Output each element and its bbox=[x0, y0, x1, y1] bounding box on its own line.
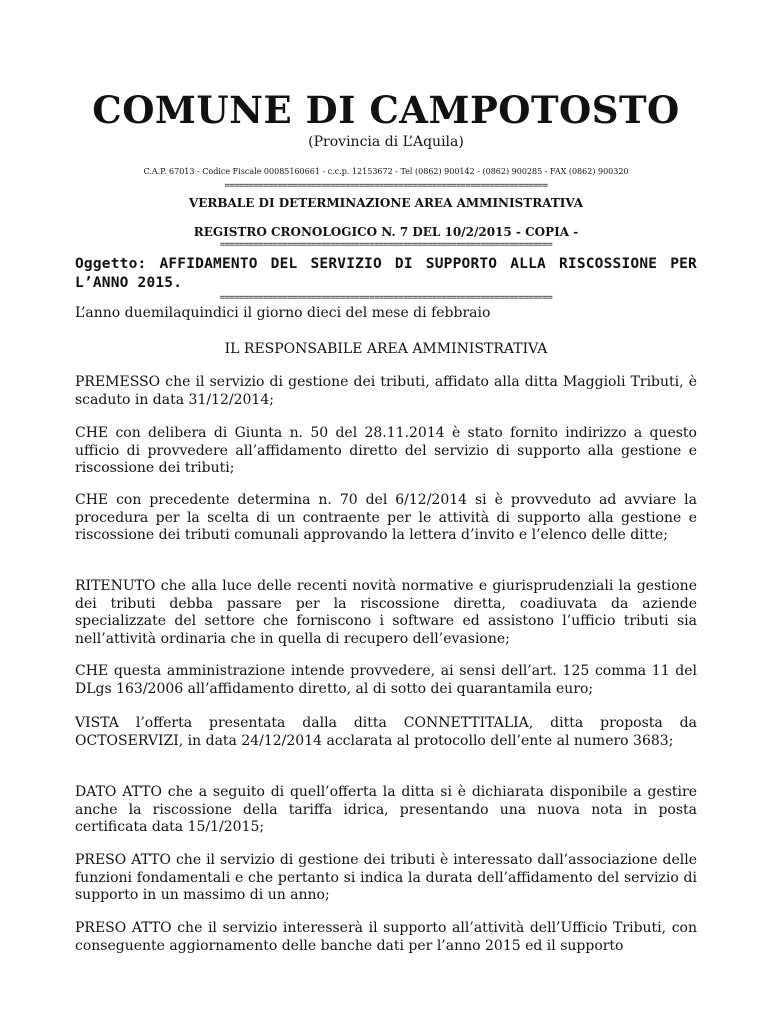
responsabile-heading: IL RESPONSABILE AREA AMMINISTRATIVA bbox=[224, 341, 548, 357]
municipality-title: COMUNE DI CAMPOTOSTO bbox=[92, 88, 680, 132]
paragraph-determina: CHE con precedente determina n. 70 del 6/12/2014 si è provveduto ad avviare la procedura per la scelta di un contraente per le attività di supporto alla gestione e riscossione dei tributi comunali approvando la lettera d’invito e l’elenco delle ditte; bbox=[75, 492, 697, 543]
paragraph-delibera: CHE con delibera di Giunta n. 50 del 28.11.2014 è stato fornito indirizzo a questo ufficio di provvedere all’affidamento diretto del servizio di supporto alla gestione e riscossione dei tributi; bbox=[75, 425, 697, 476]
paragraph-premesso: PREMESSO che il servizio di gestione dei tributi, affidato alla ditta Maggioli Tributi, è scaduto in data 31/12/2014; bbox=[75, 374, 697, 408]
verbale-title: VERBALE DI DETERMINAZIONE AREA AMMINISTRATIVA bbox=[188, 196, 584, 210]
paragraph-preso-atto-1: PRESO ATTO che il servizio di gestione dei tributi è interessato dall’associazione delle funzioni fondamentali e che pertanto si indica la durata dell’affidamento del servizio di supporto in un massimo di un anno; bbox=[75, 852, 697, 903]
paragraph-ritenuto: RITENUTO che alla luce delle recenti novità normative e giurisprudenziali la gestione dei tributi debba passare per la riscossione diretta, coadiuvata da aziende specializzate del settore che forniscono i software ed assistono l’ufficio tributi sia nell’attività ordinaria che in quella di recupero dell’evasione; bbox=[75, 578, 697, 647]
separator-top: ===================================================================== bbox=[219, 240, 553, 250]
paragraph-vista: VISTA l’offerta presentata dalla ditta CONNETTITALIA, ditta proposta da OCTOSERVIZI, in data 24/12/2014 acclarata al protocollo dell’ente al numero 3683; bbox=[75, 715, 697, 749]
subject-line: Oggetto: AFFIDAMENTO DEL SERVIZIO DI SUPPORTO ALLA RISCOSSIONE PER L’ANNO 2015. bbox=[75, 256, 697, 291]
paragraph-dato-atto: DATO ATTO che a seguito di quell’offerta la ditta si è dichiarata disponibile a gestire anche la riscossione della tariffa idrica, presentando una nuova nota in posta certificata data 15/1/2015; bbox=[75, 784, 697, 835]
contact-info: C.A.P. 67013 - Codice Fiscale 00085160661 - c.c.p. 12153672 - Tel (0862) 900142 - (0862) 900285 - FAX (0862) 900320 bbox=[143, 167, 629, 176]
paragraph-preso-atto-2: PRESO ATTO che il servizio interesserà il supporto all’attività dell’Ufficio Tributi, con conseguente aggiornamento delle banche dati per l’anno 2015 ed il supporto bbox=[75, 920, 697, 954]
date-line: L’anno duemilaquindici il giorno dieci del mese di febbraio bbox=[75, 305, 491, 321]
header-rule: =================================================================== bbox=[224, 181, 548, 191]
paragraph-amministrazione: CHE questa amministrazione intende provvedere, ai sensi dell’art. 125 comma 11 del DLgs 163/2006 all’affidamento diretto, al di sotto dei quarantamila euro; bbox=[75, 663, 697, 697]
separator-bottom: ===================================================================== bbox=[219, 293, 553, 303]
province-subtitle: (Provincia di L’Aquila) bbox=[308, 134, 464, 150]
registro-line: REGISTRO CRONOLOGICO N. 7 DEL 10/2/2015 - COPIA - bbox=[193, 225, 579, 239]
